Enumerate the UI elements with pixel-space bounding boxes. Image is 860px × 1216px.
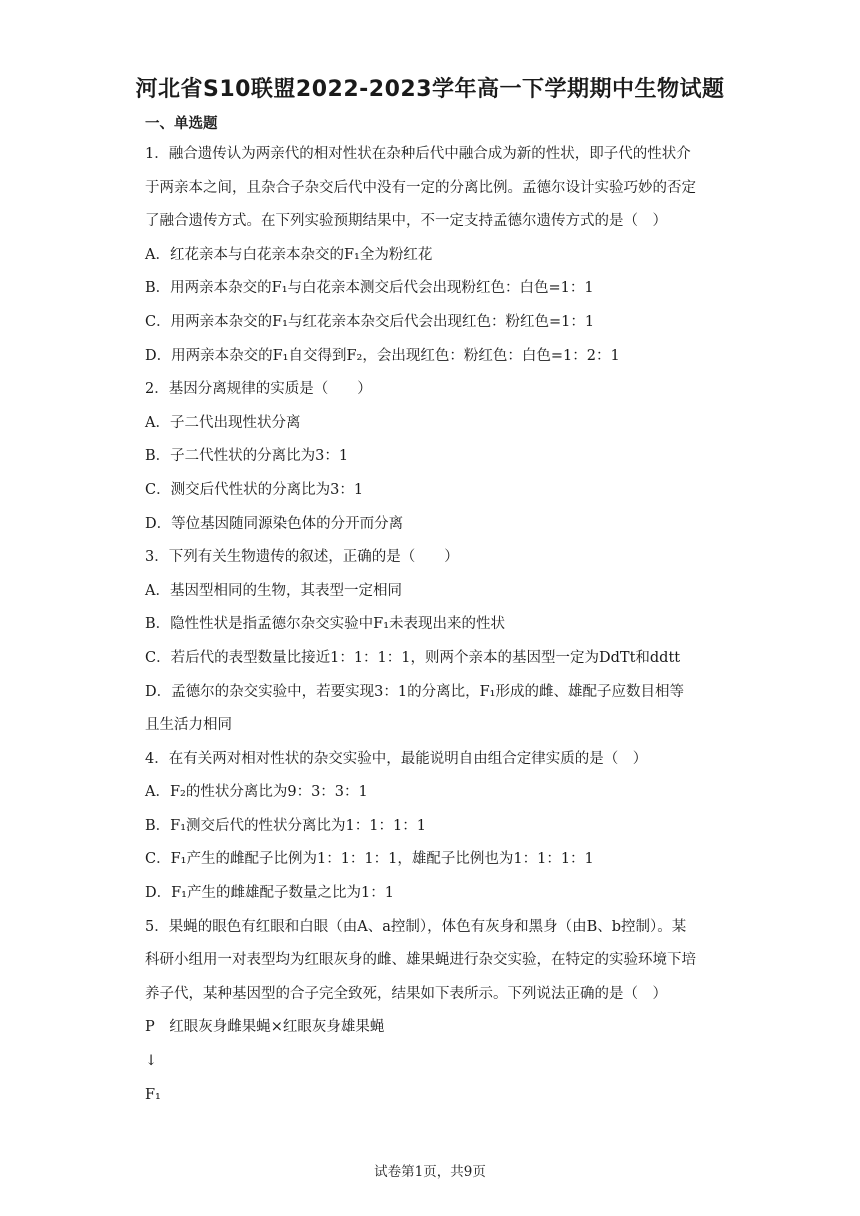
text-line: P 红眼灰身雌果蝇×红眼灰身雄果蝇 [145, 1019, 385, 1036]
section-heading: 一、单选题 [145, 116, 218, 132]
text-line: 2．基因分离规律的实质是（ ） [145, 381, 372, 398]
text-line: D．等位基因随同源染色体的分开而分离 [145, 515, 404, 532]
text-line: A．子二代出现性状分离 [145, 414, 301, 431]
text-line: 3．下列有关生物遗传的叙述，正确的是（ ） [145, 549, 459, 566]
text-line: A．基因型相同的生物，其表型一定相同 [145, 582, 402, 599]
question-body [145, 138, 720, 1112]
text-line: 于两亲本之间，且杂合子杂交后代中没有一定的分离比例。孟德尔设计实验巧妙的否定 [145, 179, 696, 196]
text-line: 4．在有关两对相对性状的杂交实验中，最能说明自由组合定律实质的是（ ） [145, 750, 648, 767]
text-line: 5．果蝇的眼色有红眼和白眼（由A、a控制），体色有灰身和黑身（由B、b控制）。某 [145, 918, 687, 935]
text-line: C．F₁产生的雌配子比例为1：1：1：1，雄配子比例也为1：1：1：1 [145, 851, 594, 868]
page-footer: 试卷第1页，共9页 [374, 1164, 486, 1180]
text-line: 且生活力相同 [145, 717, 232, 734]
text-line: ↓ [145, 1053, 158, 1070]
text-line: D．孟德尔的杂交实验中，若要实现3：1的分离比，F₁形成的雌、雄配子应数目相等 [145, 683, 684, 700]
text-line: B．隐性性状是指孟德尔杂交实验中F₁未表现出来的性状 [145, 616, 506, 633]
text-line: B．用两亲本杂交的F₁与白花亲本测交后代会出现粉红色：白色=1：1 [145, 280, 594, 297]
text-line: 1．融合遗传认为两亲代的相对性状在杂种后代中融合成为新的性状，即子代的性状介 [145, 146, 691, 162]
text-line: D．F₁产生的雌雄配子数量之比为1：1 [145, 885, 394, 902]
text-line: B．F₁测交后代的性状分离比为1：1：1：1 [145, 817, 426, 834]
text-line: A．红花亲本与白花亲本杂交的F₁全为粉红花 [145, 246, 433, 263]
text-line: C．若后代的表型数量比接近1：1：1：1，则两个亲本的基因型一定为DdTt和ddtt [145, 649, 681, 666]
page-title: 河北省S10联盟2022-2023学年高一下学期期中生物试题 [135, 77, 725, 102]
text-line: D．用两亲本杂交的F₁自交得到F₂，会出现红色：粉红色：白色=1：2：1 [145, 347, 620, 364]
text-line: C．测交后代性状的分离比为3：1 [145, 481, 364, 498]
text-line: B．子二代性状的分离比为3：1 [145, 448, 349, 465]
text-line: A．F₂的性状分离比为9：3：3：1 [145, 784, 368, 801]
text-line: 了融合遗传方式。在下列实验预期结果中，不一定支持孟德尔遗传方式的是（ ） [145, 213, 667, 230]
text-line: F₁ [145, 1086, 161, 1103]
text-line: 科研小组用一对表型均为红眼灰身的雌、雄果蝇进行杂交实验，在特定的实验环境下培 [145, 952, 696, 969]
text-line: 养子代，某种基因型的合子完全致死，结果如下表所示。下列说法正确的是（ ） [145, 985, 667, 1002]
text-line: C．用两亲本杂交的F₁与红花亲本杂交后代会出现红色：粉红色=1：1 [145, 313, 595, 330]
